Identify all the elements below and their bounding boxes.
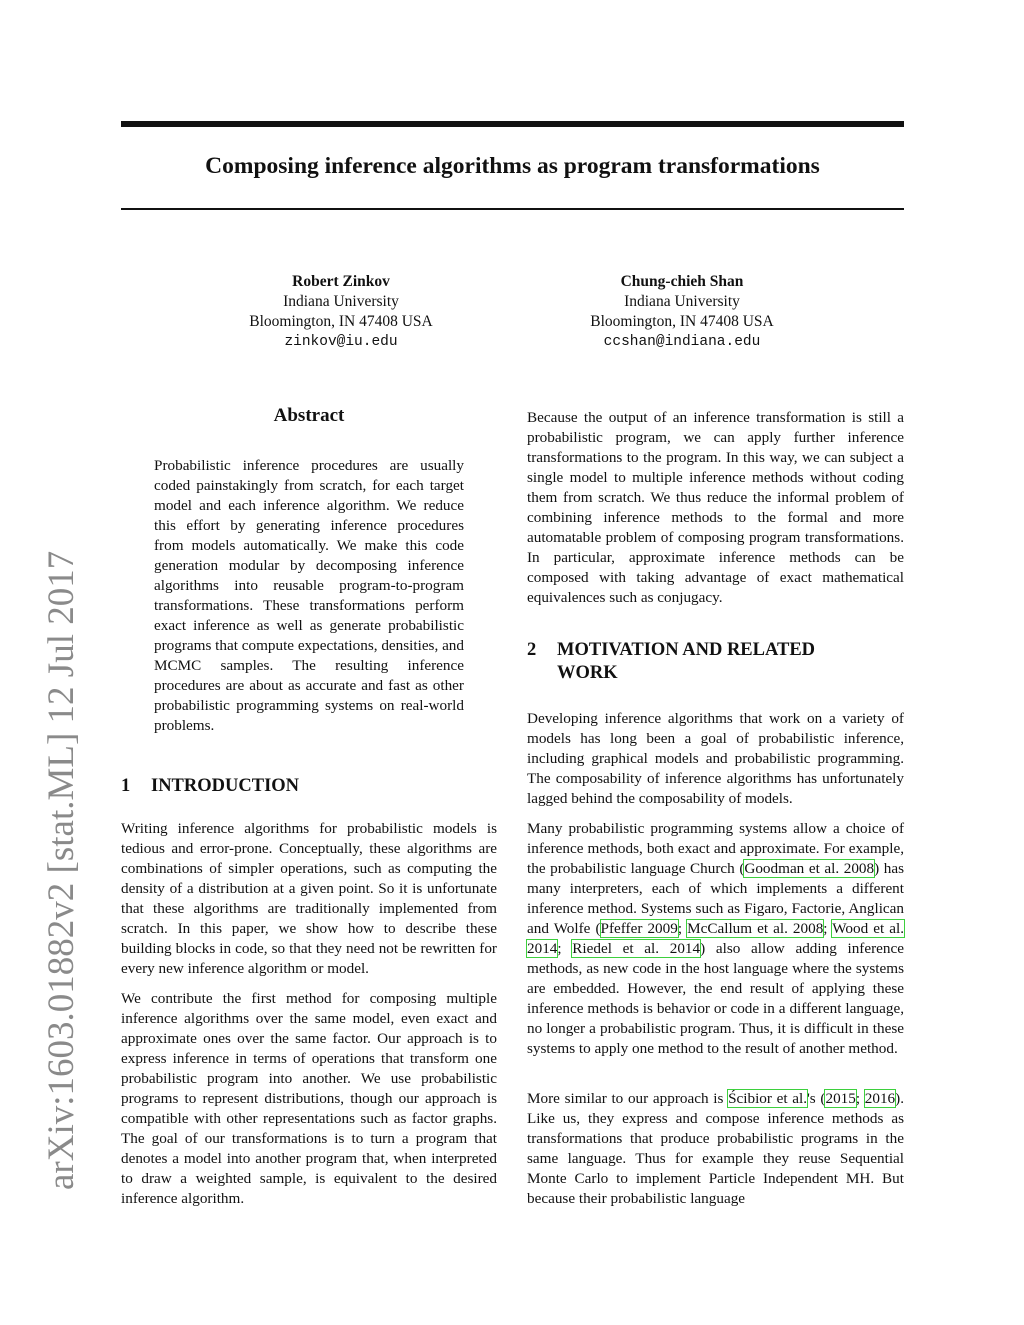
author-email: ccshan@indiana.edu: [603, 334, 761, 350]
section-title: MOTIVATION AND RELATED: [557, 640, 816, 660]
text-run: ). Like us, they express and compose inference methods as transformations that produce probabilistic programs in the same language. Thus for example they reuse Sequential Monte Carlo to implement Particle Independent MH. But because their probabilistic language: [527, 1090, 904, 1207]
paragraph: [527, 819, 904, 1059]
author-block: [191, 272, 491, 352]
paragraph: Developing inference algorithms that work on a variety of models has long been a goal of probabilistic inference, including graphical models and probabilistic programming. The composability of inference algorithms has unfortunately lagged behind the composability of models.: [527, 710, 904, 807]
author-name: Chung-chieh Shan: [620, 273, 744, 290]
section-title: INTRODUCTION: [151, 776, 300, 796]
author-email: zinkov@iu.edu: [284, 334, 398, 350]
citation-link[interactable]: Riedel et al. 2014: [572, 940, 701, 957]
text-run: 's (: [807, 1090, 826, 1107]
citation-link[interactable]: Pfeffer 2009: [600, 920, 678, 937]
text-run: ;: [557, 940, 573, 957]
author-affiliation: Indiana University: [283, 293, 399, 310]
section-title-continued: WORK: [557, 663, 618, 683]
citation-link[interactable]: McCallum et al. 2008: [687, 920, 824, 937]
citation-link[interactable]: 2016: [864, 1090, 896, 1107]
paragraph: Because the output of an inference transformation is still a probabilistic program, we can apply further inference transformations to the program. In this way, we can subject a single model to multiple inference methods without coding them from scratch. We thus reduce the informal problem of combining inference methods to the formal and more automatable problem of composing program transformations. In particular, approximate inference methods can be composed with taking advantage of exact mathematical equivalences such as conjugacy.: [527, 409, 904, 606]
text-run: ) also allow adding inference methods, as new code in the host language where the systems are embedded. However, the end result of applying these inference methods is behavior or code in a different language, no longer a probabilistic program. Thus, it is difficult in these systems to apply one method to the result of another method.: [527, 940, 904, 1057]
text-run: More similar to our approach is: [527, 1090, 729, 1107]
author-address: Bloomington, IN 47408 USA: [249, 313, 433, 330]
author-address: Bloomington, IN 47408 USA: [590, 313, 774, 330]
author-block: [532, 272, 832, 352]
citation-link[interactable]: Ścibior et al.: [728, 1090, 808, 1107]
text-run: Many probabilistic programming systems allow a choice of inference methods, both exact and approximate. For example, the probabilistic language Church (: [527, 820, 904, 877]
section-2-heading: [527, 639, 905, 685]
abstract-heading: Abstract: [273, 405, 345, 426]
text-run: ) has many interpreters, each of which implements a different inference method. Systems such as Figaro, Factorie, Anglican and Wolfe (: [527, 860, 904, 937]
text-run: ;: [823, 920, 833, 937]
paragraph: [527, 1089, 904, 1209]
citation-link[interactable]: Goodman et al. 2008: [744, 860, 875, 877]
paragraph: Writing inference algorithms for probabilistic models is tedious and error-prone. Conceptually, these algorithms are combinations of simpler operations, such as computing the density of a distribution at a given point. So it is unfortunate that these algorithms are traditionally implemented from scratch. In this paper, we show how to describe these building blocks in code, so that they need not be rewritten for every new inference algorithm or model.: [121, 820, 497, 977]
citation-link[interactable]: 2015: [825, 1090, 856, 1107]
citation-link[interactable]: Wood et al. 2014: [527, 920, 904, 957]
text-run: ;: [677, 920, 688, 937]
section-1-heading: [121, 775, 499, 798]
section-number: 1: [121, 776, 131, 796]
author-affiliation: Indiana University: [624, 293, 740, 310]
section-number: 2: [527, 640, 537, 660]
title-rule-bottom: [121, 208, 904, 210]
abstract-text: Probabilistic inference procedures are usually coded painstakingly from scratch, for each target model and each inference algorithm. We reduce this effort by generating inference procedures from models automatically. We make this code generation modular by decomposing inference algorithms into reusable program-to-program transformations. These transformations perform exact inference as well as generate probabilistic programs that compute expectations, densities, and MCMC samples. The resulting inference procedures are about as accurate and fast as other probabilistic programming systems on real-world problems.: [154, 457, 464, 734]
paper-title: Composing inference algorithms as program transformations: [205, 153, 820, 179]
title-rule-top: [121, 121, 904, 127]
author-name: Robert Zinkov: [292, 273, 390, 290]
text-run: ;: [855, 1090, 865, 1107]
paragraph: We contribute the first method for composing multiple inference algorithms over the same model, even exact and approximate ones over the same factor. Our approach is to express inference in terms of operations that transform one probabilistic program into another. We use probabilistic programs to represent distributions, though our approach is compatible with other representations such as factor graphs. The goal of our transformations is to turn a program that denotes a model into another program that, when interpreted to draw a weighted sample, is equivalent to the desired inference algorithm.: [121, 990, 497, 1207]
arxiv-stamp: arXiv:1603.01882v2 [stat.ML] 12 Jul 2017: [41, 550, 82, 1190]
